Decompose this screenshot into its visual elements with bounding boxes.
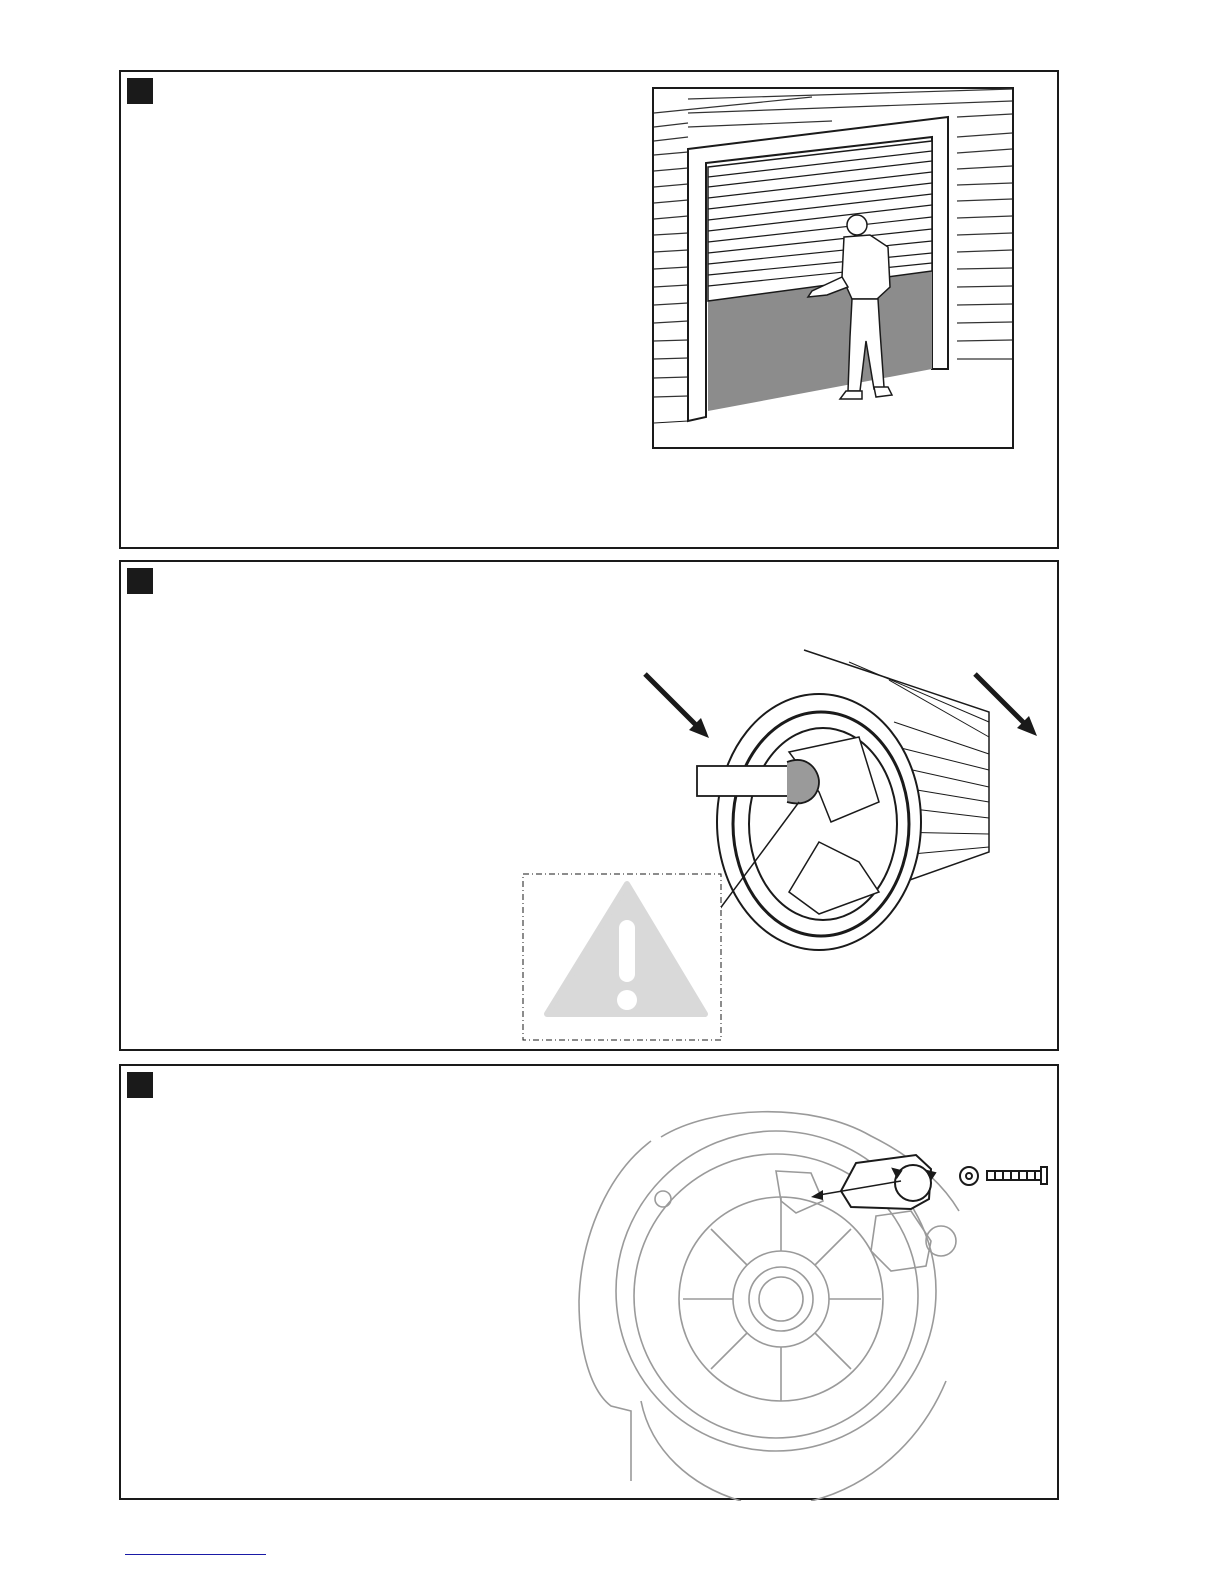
step-panel-1 xyxy=(119,70,1059,549)
footer-link-underline[interactable] xyxy=(125,1554,266,1555)
step-panel-2 xyxy=(119,560,1059,1051)
step-marker-1 xyxy=(127,78,153,104)
step-marker-3 xyxy=(127,1072,153,1098)
step-panel-3 xyxy=(119,1064,1059,1500)
arrow-icon xyxy=(645,674,709,738)
door-opening-illustration xyxy=(652,87,1014,449)
drum-shaft-illustration xyxy=(519,642,1059,1042)
operator-housing-illustration xyxy=(571,1101,1056,1501)
step-marker-2 xyxy=(127,568,153,594)
